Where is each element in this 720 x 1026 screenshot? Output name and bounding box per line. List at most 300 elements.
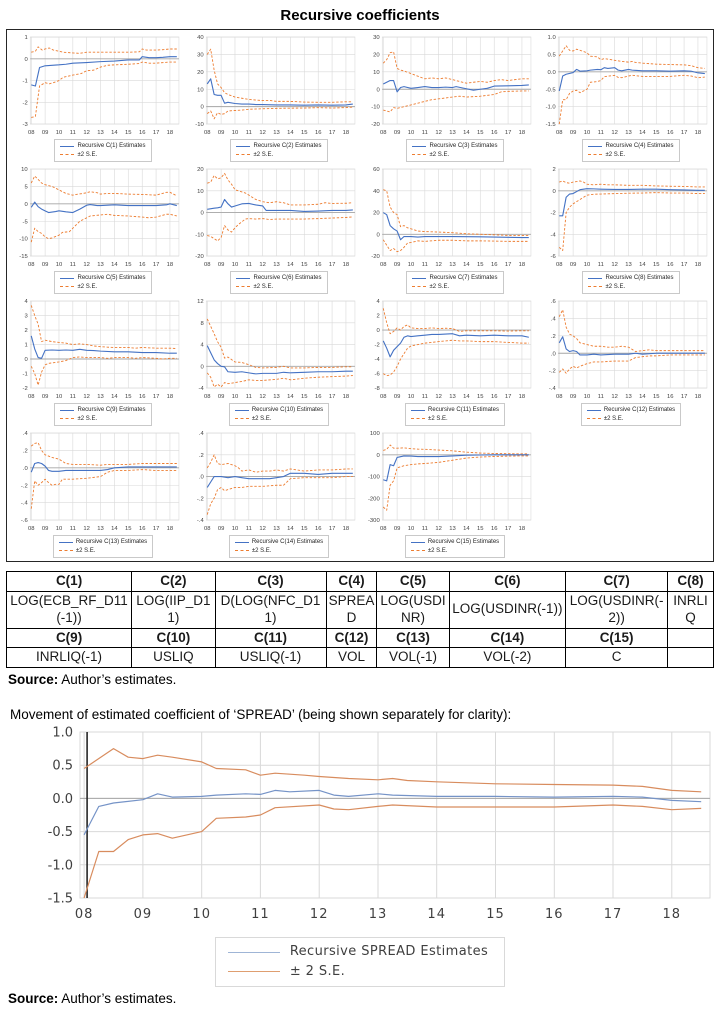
table-cell: LOG(IIP_D11) xyxy=(132,591,215,628)
table-cell: D(LOG(NFC_D11) xyxy=(215,591,326,628)
svg-text:13: 13 xyxy=(368,907,388,923)
legend-row-estimate: Recursive C(6) Estimates xyxy=(236,274,321,282)
svg-text:11: 11 xyxy=(69,262,76,269)
svg-text:13: 13 xyxy=(97,130,104,137)
recursive-chart-C(12)-plot xyxy=(537,297,711,402)
svg-text:60: 60 xyxy=(373,167,380,174)
svg-text:13: 13 xyxy=(97,526,104,533)
svg-text:15: 15 xyxy=(301,394,308,401)
legend-row-estimate: Recursive C(8) Estimates xyxy=(588,274,673,282)
svg-text:14: 14 xyxy=(463,262,470,269)
svg-text:0: 0 xyxy=(376,87,380,94)
svg-text:09: 09 xyxy=(133,907,153,923)
svg-text:12: 12 xyxy=(83,130,90,137)
svg-text:08: 08 xyxy=(555,394,563,401)
svg-text:17: 17 xyxy=(680,394,688,401)
table-header-cell: C(15) xyxy=(566,628,668,648)
small-chart-legend xyxy=(54,271,151,294)
legend-row-se: ±2 S.E. xyxy=(59,547,147,555)
legend-row-se: ±2 S.E. xyxy=(587,415,675,423)
table-row xyxy=(7,591,714,628)
svg-text:40: 40 xyxy=(373,188,380,195)
svg-text:11: 11 xyxy=(245,394,252,401)
small-chart-legend xyxy=(54,139,151,162)
svg-text:15: 15 xyxy=(125,394,132,401)
svg-text:-5: -5 xyxy=(22,219,28,226)
small-chart-legend xyxy=(53,535,153,558)
svg-text:0: 0 xyxy=(200,104,204,111)
recursive-chart-C(5)-plot xyxy=(9,165,183,270)
svg-text:10: 10 xyxy=(55,262,63,269)
table-row xyxy=(7,571,714,591)
table-header-cell: C(14) xyxy=(449,628,566,648)
svg-text:14: 14 xyxy=(427,907,446,923)
small-chart-C(11) xyxy=(361,297,535,428)
svg-text:18: 18 xyxy=(342,262,350,269)
svg-text:16: 16 xyxy=(314,526,322,533)
svg-text:0: 0 xyxy=(376,232,380,239)
orange-line-icon xyxy=(228,971,280,972)
legend-row-estimate xyxy=(228,942,488,962)
svg-text:.4: .4 xyxy=(22,431,28,438)
svg-text:14: 14 xyxy=(287,130,294,137)
svg-text:08: 08 xyxy=(27,526,35,533)
blue-line-icon xyxy=(235,542,249,543)
svg-text:1.0: 1.0 xyxy=(52,726,73,741)
recursive-chart-C(8)-plot xyxy=(537,165,711,270)
svg-text:-.2: -.2 xyxy=(20,483,28,490)
recursive-chart-C(6)-plot xyxy=(185,165,359,270)
svg-text:17: 17 xyxy=(152,262,160,269)
svg-text:13: 13 xyxy=(273,130,280,137)
svg-text:12: 12 xyxy=(197,299,204,306)
svg-text:40: 40 xyxy=(197,35,204,42)
svg-text:2: 2 xyxy=(552,167,556,174)
blue-line-icon xyxy=(588,278,602,279)
orange-dashed-line-icon xyxy=(59,550,73,551)
legend-row-estimate: Recursive C(7) Estimates xyxy=(412,274,497,282)
svg-text:0: 0 xyxy=(200,210,204,217)
recursive-chart-C(2)-plot xyxy=(185,33,359,138)
small-chart-C(2) xyxy=(185,33,359,164)
svg-text:12: 12 xyxy=(259,394,266,401)
blue-line-icon xyxy=(588,146,602,147)
recursive-chart-C(4)-plot xyxy=(537,33,711,138)
legend-row-estimate: Recursive C(1) Estimates xyxy=(60,142,145,150)
svg-text:.0: .0 xyxy=(550,351,556,358)
svg-text:15: 15 xyxy=(653,130,660,137)
svg-text:15: 15 xyxy=(125,262,132,269)
small-chart-legend xyxy=(229,403,329,426)
small-chart-C(5) xyxy=(9,165,183,296)
svg-text:15: 15 xyxy=(301,130,308,137)
svg-text:13: 13 xyxy=(449,262,456,269)
svg-text:4: 4 xyxy=(200,342,204,349)
orange-dashed-line-icon xyxy=(60,418,74,419)
svg-text:10: 10 xyxy=(55,130,63,137)
table-header-cell: C(7) xyxy=(566,571,668,591)
legend-label-estimate: Recursive SPREAD Estimates xyxy=(289,944,489,960)
small-chart-C(3) xyxy=(361,33,535,164)
svg-text:08: 08 xyxy=(203,526,211,533)
source-text: Author’s estimates. xyxy=(58,672,177,688)
svg-text:-2: -2 xyxy=(22,386,28,393)
small-chart-C(14) xyxy=(185,429,359,560)
recursive-chart-C(9)-plot xyxy=(9,297,183,402)
svg-text:16: 16 xyxy=(666,130,674,137)
svg-text:09: 09 xyxy=(393,526,401,533)
svg-text:10: 10 xyxy=(55,394,63,401)
blue-line-icon xyxy=(228,952,280,953)
svg-text:0: 0 xyxy=(376,452,380,459)
svg-text:08: 08 xyxy=(379,262,387,269)
spread-chart-title: Movement of estimated coefficient of ‘SPREAD’ (being shown separately for clarity): xyxy=(10,707,512,723)
svg-text:14: 14 xyxy=(639,130,646,137)
svg-text:-3: -3 xyxy=(22,122,28,129)
svg-text:12: 12 xyxy=(259,262,266,269)
svg-text:-0.5: -0.5 xyxy=(545,87,556,94)
blue-line-icon xyxy=(411,542,425,543)
svg-text:18: 18 xyxy=(518,526,526,533)
svg-text:12: 12 xyxy=(259,526,266,533)
svg-text:2: 2 xyxy=(376,313,380,320)
svg-text:16: 16 xyxy=(138,130,146,137)
svg-text:-200: -200 xyxy=(367,496,380,503)
svg-text:15: 15 xyxy=(477,526,484,533)
svg-text:-15: -15 xyxy=(19,254,28,261)
svg-text:09: 09 xyxy=(393,262,401,269)
svg-text:09: 09 xyxy=(217,262,225,269)
table-cell: SPREAD xyxy=(326,591,377,628)
svg-text:17: 17 xyxy=(328,526,336,533)
svg-text:16: 16 xyxy=(314,262,322,269)
svg-text:17: 17 xyxy=(152,130,160,137)
page-title: Recursive coefficients xyxy=(280,7,440,24)
svg-text:-8: -8 xyxy=(374,386,380,393)
legend-row-estimate: Recursive C(4) Estimates xyxy=(588,142,673,150)
orange-dashed-line-icon xyxy=(588,154,602,155)
small-chart-legend xyxy=(405,403,505,426)
svg-text:-.2: -.2 xyxy=(548,368,556,375)
table-row xyxy=(7,648,714,668)
svg-text:-.4: -.4 xyxy=(20,500,28,507)
legend-row-se: ±2 S.E. xyxy=(411,547,499,555)
table-header-cell: C(13) xyxy=(377,628,449,648)
svg-text:14: 14 xyxy=(639,262,646,269)
svg-text:0: 0 xyxy=(552,188,556,195)
orange-dashed-line-icon xyxy=(588,286,602,287)
svg-text:14: 14 xyxy=(639,394,646,401)
blue-line-icon xyxy=(60,146,74,147)
svg-text:15: 15 xyxy=(125,526,132,533)
table-cell: VOL(-2) xyxy=(449,648,566,668)
legend-row-se: ±2 S.E. xyxy=(235,415,323,423)
svg-text:12: 12 xyxy=(259,130,266,137)
recursive-chart-C(11)-plot xyxy=(361,297,535,402)
table-header-cell: C(2) xyxy=(132,571,215,591)
svg-text:-.4: -.4 xyxy=(548,386,556,393)
table-cell: LOG(USDINR) xyxy=(377,591,449,628)
orange-dashed-line-icon xyxy=(411,550,425,551)
svg-text:12: 12 xyxy=(83,262,90,269)
svg-text:15: 15 xyxy=(301,526,308,533)
svg-text:20: 20 xyxy=(373,52,380,59)
svg-text:09: 09 xyxy=(569,130,577,137)
svg-text:12: 12 xyxy=(611,394,618,401)
svg-text:10: 10 xyxy=(583,394,591,401)
svg-text:-10: -10 xyxy=(195,122,204,129)
blue-line-icon xyxy=(411,410,425,411)
svg-text:16: 16 xyxy=(490,394,498,401)
svg-text:10: 10 xyxy=(583,262,591,269)
table-header-cell: C(5) xyxy=(377,571,449,591)
svg-text:09: 09 xyxy=(569,394,577,401)
svg-text:0: 0 xyxy=(24,357,28,364)
svg-text:17: 17 xyxy=(504,130,512,137)
svg-text:-20: -20 xyxy=(371,122,380,129)
svg-text:30: 30 xyxy=(197,52,204,59)
recursive-chart-C(1)-plot xyxy=(9,33,183,138)
svg-text:-.2: -.2 xyxy=(196,496,204,503)
legend-row-estimate: Recursive C(2) Estimates xyxy=(236,142,321,150)
svg-text:17: 17 xyxy=(328,130,336,137)
svg-text:-20: -20 xyxy=(371,254,380,261)
svg-text:11: 11 xyxy=(245,262,252,269)
svg-text:11: 11 xyxy=(597,130,604,137)
svg-text:-2: -2 xyxy=(550,210,556,217)
recursive-chart-C(13)-plot xyxy=(9,429,183,534)
svg-text:10: 10 xyxy=(407,130,415,137)
svg-text:12: 12 xyxy=(83,526,90,533)
table-cell: LOG(ECB_RF_D11(-1)) xyxy=(7,591,132,628)
svg-text:4: 4 xyxy=(24,299,28,306)
small-chart-C(10) xyxy=(185,297,359,428)
svg-text:15: 15 xyxy=(653,262,660,269)
svg-text:18: 18 xyxy=(166,262,174,269)
svg-text:18: 18 xyxy=(518,394,526,401)
legend-row-se: ±2 S.E. xyxy=(236,283,321,291)
svg-text:8: 8 xyxy=(200,320,204,327)
svg-text:-4: -4 xyxy=(550,232,556,239)
svg-text:12: 12 xyxy=(309,907,329,923)
blue-line-icon xyxy=(412,146,426,147)
svg-text:09: 09 xyxy=(569,262,577,269)
svg-text:3: 3 xyxy=(24,313,28,320)
spread-chart-legend xyxy=(215,937,505,987)
svg-text:11: 11 xyxy=(597,394,604,401)
svg-text:09: 09 xyxy=(41,394,49,401)
recursive-chart-C(7)-plot xyxy=(361,165,535,270)
svg-text:12: 12 xyxy=(435,526,442,533)
svg-text:18: 18 xyxy=(694,394,702,401)
legend-row-se: ±2 S.E. xyxy=(60,415,145,423)
svg-text:14: 14 xyxy=(287,394,294,401)
legend-row-estimate: Recursive C(13) Estimates xyxy=(59,538,147,546)
svg-text:17: 17 xyxy=(680,130,688,137)
svg-text:16: 16 xyxy=(138,394,146,401)
svg-text:.0: .0 xyxy=(22,465,28,472)
svg-text:18: 18 xyxy=(342,394,350,401)
svg-text:16: 16 xyxy=(545,907,564,923)
legend-row-se xyxy=(228,962,488,982)
source-text: Author’s estimates. xyxy=(58,991,177,1007)
legend-row-se: ±2 S.E. xyxy=(236,151,321,159)
orange-dashed-line-icon xyxy=(412,154,426,155)
svg-text:11: 11 xyxy=(421,262,428,269)
legend-row-se: ±2 S.E. xyxy=(60,283,145,291)
svg-text:0.5: 0.5 xyxy=(547,52,556,59)
svg-text:1: 1 xyxy=(24,342,28,349)
table-header-cell: C(12) xyxy=(326,628,377,648)
svg-text:-2: -2 xyxy=(22,100,28,107)
svg-text:18: 18 xyxy=(518,262,526,269)
svg-text:2: 2 xyxy=(24,328,28,335)
spread-chart xyxy=(22,726,714,931)
svg-text:17: 17 xyxy=(680,262,688,269)
small-chart-legend xyxy=(582,139,679,162)
blue-line-icon xyxy=(59,542,73,543)
svg-text:20: 20 xyxy=(197,167,204,174)
svg-text:08: 08 xyxy=(379,526,387,533)
legend-row-se: ±2 S.E. xyxy=(588,283,673,291)
svg-text:1: 1 xyxy=(24,35,28,42)
svg-text:16: 16 xyxy=(138,262,146,269)
svg-text:.2: .2 xyxy=(198,452,204,459)
source-note-1 xyxy=(8,672,714,687)
svg-text:17: 17 xyxy=(504,526,512,533)
orange-dashed-line-icon xyxy=(236,154,250,155)
svg-text:17: 17 xyxy=(504,394,512,401)
table-row xyxy=(7,628,714,648)
svg-text:-6: -6 xyxy=(550,254,556,261)
svg-text:12: 12 xyxy=(611,262,618,269)
svg-text:-300: -300 xyxy=(367,518,380,525)
svg-text:10: 10 xyxy=(55,526,63,533)
legend-row-se: ±2 S.E. xyxy=(235,547,323,555)
svg-text:11: 11 xyxy=(69,394,76,401)
svg-text:11: 11 xyxy=(421,394,428,401)
recursive-chart-C(14)-plot xyxy=(185,429,359,534)
small-chart-legend xyxy=(582,271,679,294)
svg-text:11: 11 xyxy=(245,130,252,137)
svg-text:11: 11 xyxy=(251,907,270,923)
svg-text:08: 08 xyxy=(379,130,387,137)
svg-text:18: 18 xyxy=(342,526,350,533)
spread-chart-plot xyxy=(22,726,712,926)
svg-text:18: 18 xyxy=(662,907,682,923)
small-chart-C(15) xyxy=(361,429,535,560)
recursive-chart-C(15)-plot xyxy=(361,429,535,534)
table-header-cell: C(8) xyxy=(667,571,713,591)
small-chart-legend xyxy=(229,535,329,558)
blue-line-icon xyxy=(236,146,250,147)
svg-text:08: 08 xyxy=(27,394,35,401)
svg-text:11: 11 xyxy=(421,130,428,137)
svg-text:14: 14 xyxy=(111,262,118,269)
small-chart-C(13) xyxy=(9,429,183,560)
svg-text:-1.0: -1.0 xyxy=(47,858,73,874)
svg-text:14: 14 xyxy=(111,394,118,401)
legend-row-estimate: Recursive C(15) Estimates xyxy=(411,538,499,546)
table-header-cell: C(6) xyxy=(449,571,566,591)
svg-text:16: 16 xyxy=(314,394,322,401)
svg-text:08: 08 xyxy=(555,262,563,269)
orange-dashed-line-icon xyxy=(411,418,425,419)
svg-text:13: 13 xyxy=(625,130,632,137)
legend-row-estimate: Recursive C(9) Estimates xyxy=(60,406,145,414)
orange-dashed-line-icon xyxy=(587,418,601,419)
small-chart-legend xyxy=(54,403,151,426)
legend-label-se: ± 2 S.E. xyxy=(289,963,346,979)
svg-text:12: 12 xyxy=(83,394,90,401)
svg-text:14: 14 xyxy=(111,130,118,137)
svg-text:0.0: 0.0 xyxy=(547,69,556,76)
svg-text:30: 30 xyxy=(373,35,380,42)
svg-text:08: 08 xyxy=(74,907,94,923)
svg-text:18: 18 xyxy=(342,130,350,137)
svg-text:-100: -100 xyxy=(367,474,380,481)
small-chart-legend xyxy=(406,271,503,294)
recursive-coefficients-panel xyxy=(6,29,714,562)
svg-text:13: 13 xyxy=(625,394,632,401)
small-chart-legend xyxy=(581,403,681,426)
svg-text:09: 09 xyxy=(217,394,225,401)
svg-text:15: 15 xyxy=(477,394,484,401)
table-header-cell: C(11) xyxy=(215,628,326,648)
svg-text:17: 17 xyxy=(328,394,336,401)
svg-text:10: 10 xyxy=(407,526,415,533)
legend-row-estimate: Recursive C(12) Estimates xyxy=(587,406,675,414)
svg-text:17: 17 xyxy=(152,526,160,533)
legend-row-estimate: Recursive C(10) Estimates xyxy=(235,406,323,414)
table-header-cell: C(1) xyxy=(7,571,132,591)
small-chart-C(12) xyxy=(537,297,711,428)
orange-dashed-line-icon xyxy=(412,286,426,287)
svg-text:0: 0 xyxy=(200,364,204,371)
table-cell: INRLIQ xyxy=(667,591,713,628)
svg-text:0: 0 xyxy=(24,56,28,63)
small-chart-legend xyxy=(405,535,505,558)
source-note-2 xyxy=(8,991,714,1006)
svg-text:08: 08 xyxy=(27,262,35,269)
legend-row-estimate: Recursive C(11) Estimates xyxy=(411,406,499,414)
svg-text:-1: -1 xyxy=(22,371,28,378)
table-cell xyxy=(667,648,713,668)
svg-text:16: 16 xyxy=(138,526,146,533)
svg-text:17: 17 xyxy=(328,262,336,269)
svg-text:10: 10 xyxy=(231,130,239,137)
svg-text:10: 10 xyxy=(407,394,415,401)
svg-text:-10: -10 xyxy=(195,232,204,239)
svg-text:12: 12 xyxy=(435,394,442,401)
svg-text:-.4: -.4 xyxy=(196,518,204,525)
svg-text:17: 17 xyxy=(152,394,160,401)
coefficient-table xyxy=(6,571,714,668)
svg-text:14: 14 xyxy=(287,262,294,269)
svg-text:13: 13 xyxy=(273,526,280,533)
small-chart-C(8) xyxy=(537,165,711,296)
recursive-chart-C(3)-plot xyxy=(361,33,535,138)
svg-text:10: 10 xyxy=(197,188,204,195)
svg-text:0.0: 0.0 xyxy=(52,792,73,808)
svg-text:5: 5 xyxy=(24,184,28,191)
small-chart-C(1) xyxy=(9,33,183,164)
legend-row-estimate: Recursive C(14) Estimates xyxy=(235,538,323,546)
table-header-cell: C(3) xyxy=(215,571,326,591)
table-cell: VOL(-1) xyxy=(377,648,449,668)
svg-text:16: 16 xyxy=(666,262,674,269)
svg-text:.0: .0 xyxy=(198,474,204,481)
